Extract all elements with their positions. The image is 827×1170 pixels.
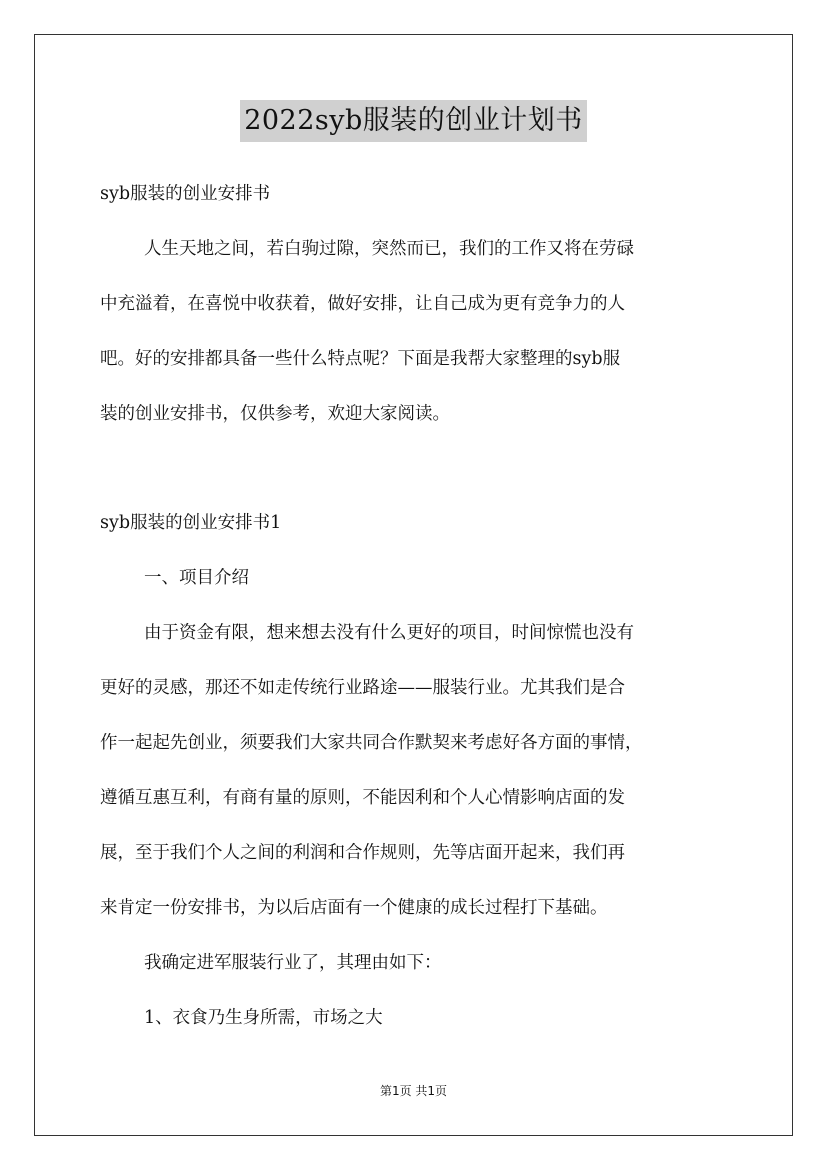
section-title: syb服装的创业安排书1 (100, 513, 282, 533)
intro-line: 装的创业安排书，仅供参考，欢迎大家阅读。 (100, 404, 450, 424)
body-line: 来肯定一份安排书，为以后店面有一个健康的成长过程打下基础。 (100, 898, 608, 918)
reason-item: 1、衣食乃生身所需，市场之大 (144, 1008, 383, 1028)
body-line: 由于资金有限，想来想去没有什么更好的项目，时间惊慌也没有 (144, 623, 634, 643)
body-line: 作一起起先创业，须要我们大家共同合作默契来考虑好各方面的事情， (100, 733, 643, 753)
intro-line: 中充溢着，在喜悦中收获着，做好安排，让自己成为更有竞争力的人 (100, 294, 625, 314)
document-title: 2022syb服装的创业计划书 (240, 100, 587, 142)
intro-line: 吧。好的安排都具备一些什么特点呢？下面是我帮大家整理的syb服 (100, 349, 621, 369)
reason-intro: 我确定进军服装行业了，其理由如下： (144, 953, 442, 973)
subtitle: syb服装的创业安排书 (100, 184, 271, 204)
document-body (100, 176, 730, 1055)
body-line: 更好的灵感，那还不如走传统行业路途——服装行业。尤其我们是合 (100, 678, 625, 698)
intro-line: 人生天地之间，若白驹过隙，突然而已，我们的工作又将在劳碌 (144, 239, 634, 259)
heading-project-intro: 一、项目介绍 (144, 568, 249, 588)
page-footer: 第1页 共1页 (379, 1084, 448, 1098)
body-line: 遵循互惠互利，有商有量的原则，不能因利和个人心情影响店面的发 (100, 788, 625, 808)
body-line: 展，至于我们个人之间的利润和合作规则，先等店面开起来，我们再 (100, 843, 625, 863)
